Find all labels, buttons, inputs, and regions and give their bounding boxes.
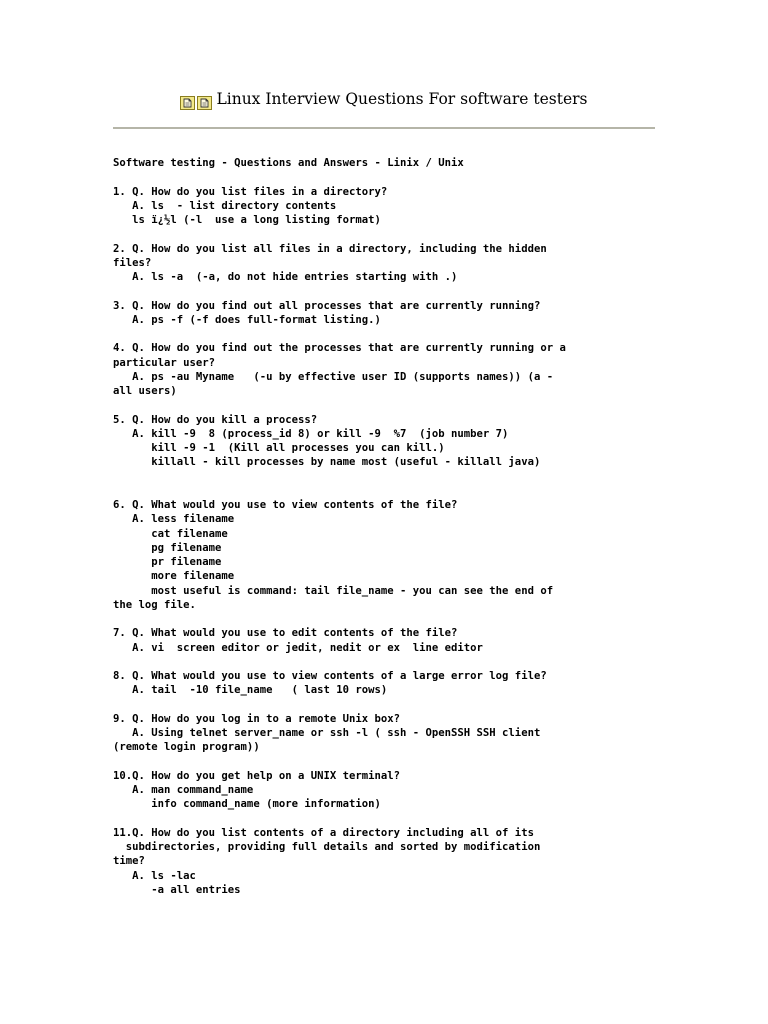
text-line: 3. Q. How do you find out all processes that are currently running? [113, 299, 541, 312]
text-line: info command_name (more information) [113, 798, 381, 811]
text-line: 2. Q. How do you list all files in a directory, including the hidden [113, 242, 547, 255]
text-line: (remote login program)) [113, 741, 260, 754]
text-line: subdirectories, providing full details and sorted by modification [113, 841, 541, 853]
text-line: 7. Q. What would you use to edit contents of the file? [113, 627, 458, 640]
text-line: A. Using telnet server_name or ssh -l ( ssh - OpenSSH SSH client [113, 727, 541, 739]
text-line: particular user? [113, 356, 216, 369]
document-icon [180, 96, 195, 110]
blank-line [113, 655, 658, 669]
text-line: A. ls - list directory contents [113, 199, 337, 212]
text-line: 1. Q. How do you list files in a directory? [113, 185, 388, 198]
text-line: A. less filename [113, 513, 235, 526]
text-line: 8. Q. What would you use to view contents of a large error log file? [113, 670, 547, 682]
text-line: cat filename [113, 527, 228, 540]
text-line: pg filename [113, 541, 222, 554]
blank-line [113, 327, 658, 341]
blank-line [113, 812, 658, 826]
text-line: A. ls -lac [113, 869, 196, 882]
text-line: A. ps -au Myname (-u by effective user ID (supports names)) (a - [113, 370, 554, 383]
text-line: A. tail -10 file_name ( last 10 rows) [113, 684, 388, 697]
text-line: most useful is command: tail file_name - you can see the end of [113, 584, 554, 597]
blank-line [113, 484, 658, 498]
title-icons [180, 91, 214, 113]
text-line: time? [113, 855, 145, 868]
text-line: killall - kill processes by name most (useful - killall java) [113, 456, 541, 469]
text-line: ls ï¿½l (-l use a long listing format) [113, 214, 381, 226]
text-line: 4. Q. How do you find out the processes that are currently running or a [113, 342, 566, 355]
text-line: -a all entries [113, 883, 241, 896]
text-line: pr filename [113, 556, 222, 568]
text-line: 5. Q. How do you kill a process? [113, 413, 318, 426]
document-body [113, 156, 658, 897]
text-line: A. ps -f (-f does full-format listing.) [113, 313, 381, 326]
text-line: 11.Q. How do you list contents of a directory including all of its [113, 826, 534, 839]
blank-line [113, 398, 658, 412]
blank-line [113, 284, 658, 298]
blank-line [113, 470, 658, 484]
blank-line [113, 755, 658, 769]
text-line: more filename [113, 570, 235, 583]
text-line: 9. Q. How do you log in to a remote Unix box? [113, 712, 401, 725]
page-title: Linux Interview Questions For software testers [216, 90, 588, 108]
text-line: A. kill -9 8 (process_id 8) or kill -9 %7 (job number 7) [113, 427, 509, 440]
text-line: all users) [113, 385, 177, 397]
blank-line [113, 612, 658, 626]
text-line: files? [113, 256, 152, 269]
blank-line [113, 170, 658, 184]
text-line: 10.Q. How do you get help on a UNIX terminal? [113, 769, 401, 782]
text-line: A. man command_name [113, 784, 254, 796]
text-line: A. vi screen editor or jedit, nedit or ex line editor [113, 641, 483, 654]
title-divider [113, 127, 655, 129]
document-icon [197, 96, 212, 110]
document-title-row [0, 88, 768, 113]
blank-line [113, 227, 658, 241]
text-line: kill -9 -1 (Kill all processes you can kill.) [113, 442, 445, 454]
text-line: A. ls -a (-a, do not hide entries starting with .) [113, 271, 458, 283]
text-line: the log file. [113, 598, 196, 611]
blank-line [113, 698, 658, 712]
text-line: Software testing - Questions and Answers - Linix / Unix [113, 157, 464, 169]
text-line: 6. Q. What would you use to view contents of the file? [113, 499, 458, 511]
